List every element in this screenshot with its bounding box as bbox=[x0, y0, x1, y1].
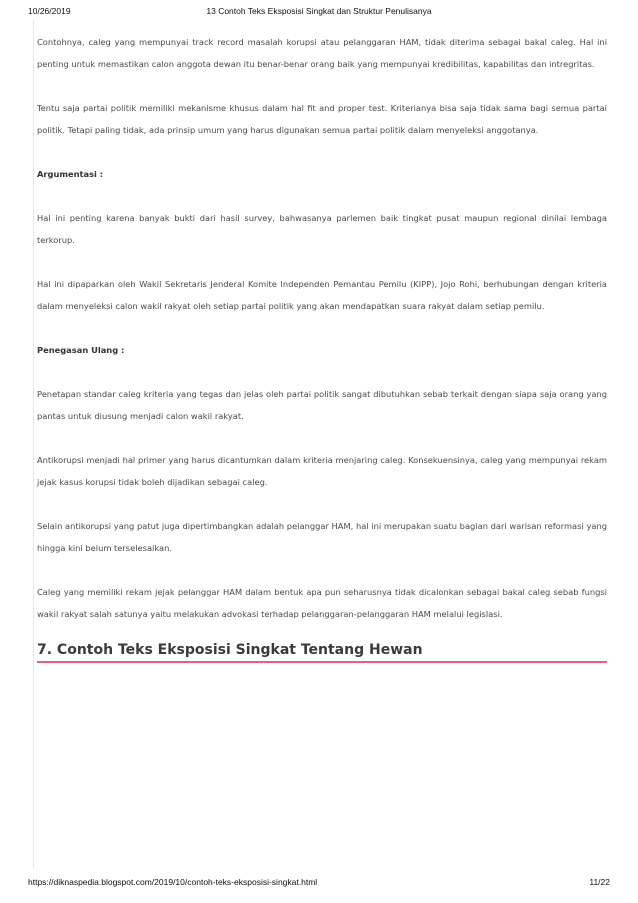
paragraph: Hal ini dipaparkan oleh Wakil Sekretaris Jenderal Komite Independen Pemantau Pemilu (KIPP), Jojo Rohi, berhubungan dengan kriteria dalam menyeleksi calon wakil rakyat oleh setiap partai politik yang akan mendapatkan suara rakyat dalam setiap pemilu. bbox=[37, 279, 607, 311]
print-title: 13 Contoh Teks Eksposisi Singkat dan Struktur Penulisanya bbox=[206, 6, 432, 16]
section-heading: 7. Contoh Teks Eksposisi Singkat Tentang Hewan bbox=[37, 642, 607, 663]
page-number: 11/22 bbox=[589, 877, 610, 887]
paragraph: Tentu saja partai politik memiliki mekanisme khusus dalam hal fit and proper test. Kriterianya bisa saja tidak sama bagi semua partai politik. Tetapi paling tidak, ada prinsip umum yang harus digunakan semua partai politik dalam menyeleksi anggotanya. bbox=[37, 103, 607, 135]
page-url: https://diknaspedia.blogspot.com/2019/10/contoh-teks-eksposisi-singkat.html bbox=[28, 877, 318, 887]
paragraph: Caleg yang memiliki rekam jejak pelanggar HAM dalam bentuk apa pun seharusnya tidak dicalonkan sebagai bakal caleg sebab fungsi wakil rakyat salah satunya yaitu melakukan advokasi terhadap pelanggaran-pelanggaran HAM melalui legislasi. bbox=[37, 587, 607, 619]
paragraph: Penetapan standar caleg kriteria yang tegas dan jelas oleh partai politik sangat dibutuhkan sebab terkait dengan siapa saja orang yang pantas untuk diusung menjadi calon wakil rakyat. bbox=[37, 389, 607, 421]
print-footer bbox=[0, 877, 638, 891]
paragraph: Antikorupsi menjadi hal primer yang harus dicantumkan dalam kriteria menjaring caleg. Konsekuensinya, caleg yang mempunyai rekam jejak kasus korupsi tidak boleh dijadikan sebagai caleg. bbox=[37, 455, 607, 487]
paragraph: Hal ini penting karena banyak bukti dari hasil survey, bahwasanya parlemen baik tingkat pusat maupun regional dinilai lembaga terkorup. bbox=[37, 213, 607, 245]
section-label-penegasan-ulang: Penegasan Ulang : bbox=[37, 345, 125, 355]
paragraph: Selain antikorupsi yang patut juga dipertimbangkan adalah pelanggar HAM, hal ini merupakan suatu bagian dari warisan reformasi yang hingga kini belum terselesaikan. bbox=[37, 521, 607, 553]
print-date: 10/26/2019 bbox=[28, 6, 71, 16]
article-body bbox=[37, 31, 607, 663]
left-border-rule bbox=[33, 20, 34, 868]
section-label-argumentasi: Argumentasi : bbox=[37, 169, 104, 179]
print-header bbox=[0, 6, 638, 20]
paragraph: Contohnya, caleg yang mempunyai track record masalah korupsi atau pelanggaran HAM, tidak diterima sebagai bakal caleg. Hal ini penting untuk memastikan calon anggota dewan itu benar-benar orang baik yang mempunyai kredibilitas, kapabilitas dan intregritas. bbox=[37, 37, 607, 69]
